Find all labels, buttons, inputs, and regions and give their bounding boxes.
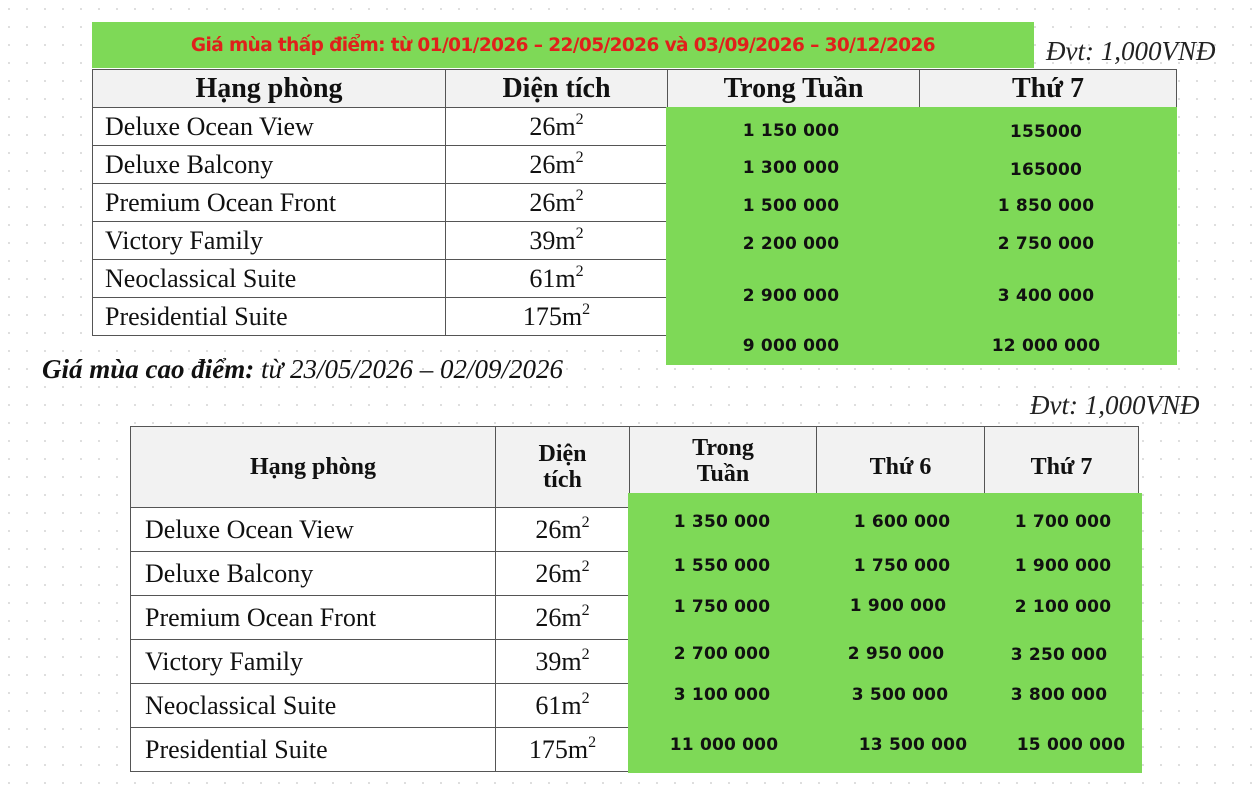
price-weekday: 1 300 000 [742, 158, 840, 178]
header-area: Diện tích [496, 427, 630, 508]
price-weekday: 1 550 000 [673, 556, 771, 576]
header-area: Diện tích [446, 70, 668, 108]
room-name: Deluxe Ocean View [93, 108, 446, 146]
price-weekday: 11 000 000 [669, 735, 779, 755]
room-area: $26m^2$ [496, 552, 630, 596]
room-area: $61m^2$ [496, 684, 630, 728]
room-name: Presidential Suite [131, 728, 496, 772]
header-weekday: Trong Tuần [630, 427, 817, 508]
room-area: $175m^2$ [446, 298, 668, 336]
room-name: Premium Ocean Front [131, 596, 496, 640]
room-name: Deluxe Ocean View [131, 508, 496, 552]
room-name: Victory Family [93, 222, 446, 260]
room-area: $39m^2$ [446, 222, 668, 260]
price-weekday: 1 500 000 [742, 196, 840, 216]
price-saturday: 1 700 000 [1014, 512, 1112, 532]
header-saturday: Thứ 7 [985, 427, 1139, 508]
price-saturday: 1 850 000 [997, 196, 1095, 216]
header-room-type: Hạng phòng [93, 70, 446, 108]
high-season-price-overlay [628, 493, 1142, 773]
header-room-type: Hạng phòng [131, 427, 496, 508]
room-area: $39m^2$ [496, 640, 630, 684]
room-area: $26m^2$ [496, 508, 630, 552]
price-saturday: 3 250 000 [1010, 645, 1108, 665]
price-weekday: 9 000 000 [742, 336, 840, 356]
price-weekday: 2 700 000 [673, 644, 771, 664]
price-weekday: 1 150 000 [742, 121, 840, 141]
room-name: Deluxe Balcony [93, 146, 446, 184]
room-name: Neoclassical Suite [93, 260, 446, 298]
room-area: $61m^2$ [446, 260, 668, 298]
room-name: Premium Ocean Front [93, 184, 446, 222]
price-saturday: 1 900 000 [1014, 556, 1112, 576]
unit-label-high: Đvt: 1,000VNĐ [1030, 390, 1200, 420]
price-saturday: 2 750 000 [997, 234, 1095, 254]
price-friday: 1 750 000 [853, 556, 951, 576]
room-area: $175m^2$ [496, 728, 630, 772]
price-weekday: 2 900 000 [742, 286, 840, 306]
room-name: Presidential Suite [93, 298, 446, 336]
price-saturday: 3 800 000 [1010, 685, 1108, 705]
price-weekday: 3 100 000 [673, 685, 771, 705]
price-saturday: 3 400 000 [997, 286, 1095, 306]
room-area: $26m^2$ [496, 596, 630, 640]
header-saturday: Thứ 7 [920, 70, 1177, 108]
price-saturday: 165000 [1009, 160, 1083, 180]
room-area: $26m^2$ [446, 184, 668, 222]
price-friday: 1 900 000 [849, 596, 947, 616]
room-name: Deluxe Balcony [131, 552, 496, 596]
unit-label-low: Đvt: 1,000VNĐ [1046, 36, 1216, 66]
price-friday: 1 600 000 [853, 512, 951, 532]
price-friday: 13 500 000 [858, 735, 968, 755]
room-name: Victory Family [131, 640, 496, 684]
price-weekday: 1 350 000 [673, 512, 771, 532]
header-weekday: Trong Tuần [668, 70, 920, 108]
price-weekday: 1 750 000 [673, 597, 771, 617]
price-saturday: 2 100 000 [1014, 597, 1112, 617]
low-season-banner: Giá mùa thấp điểm: từ 01/01/2026 – 22/05/2026 và 03/09/2026 – 30/12/2026 [92, 22, 1034, 68]
header-friday: Thứ 6 [817, 427, 985, 508]
room-area: $26m^2$ [446, 146, 668, 184]
table-header-row [93, 70, 1177, 108]
price-saturday: 15 000 000 [1016, 735, 1126, 755]
room-area: $26m^2$ [446, 108, 668, 146]
price-friday: 3 500 000 [851, 685, 949, 705]
price-friday: 2 950 000 [847, 644, 945, 664]
high-season-label: Giá mùa cao điểm: từ 23/05/2026 – 02/09/2026 [42, 354, 563, 384]
price-weekday: 2 200 000 [742, 234, 840, 254]
price-saturday: 155000 [1009, 122, 1083, 142]
price-saturday: 12 000 000 [991, 336, 1101, 356]
low-season-price-overlay [666, 107, 1177, 365]
room-name: Neoclassical Suite [131, 684, 496, 728]
